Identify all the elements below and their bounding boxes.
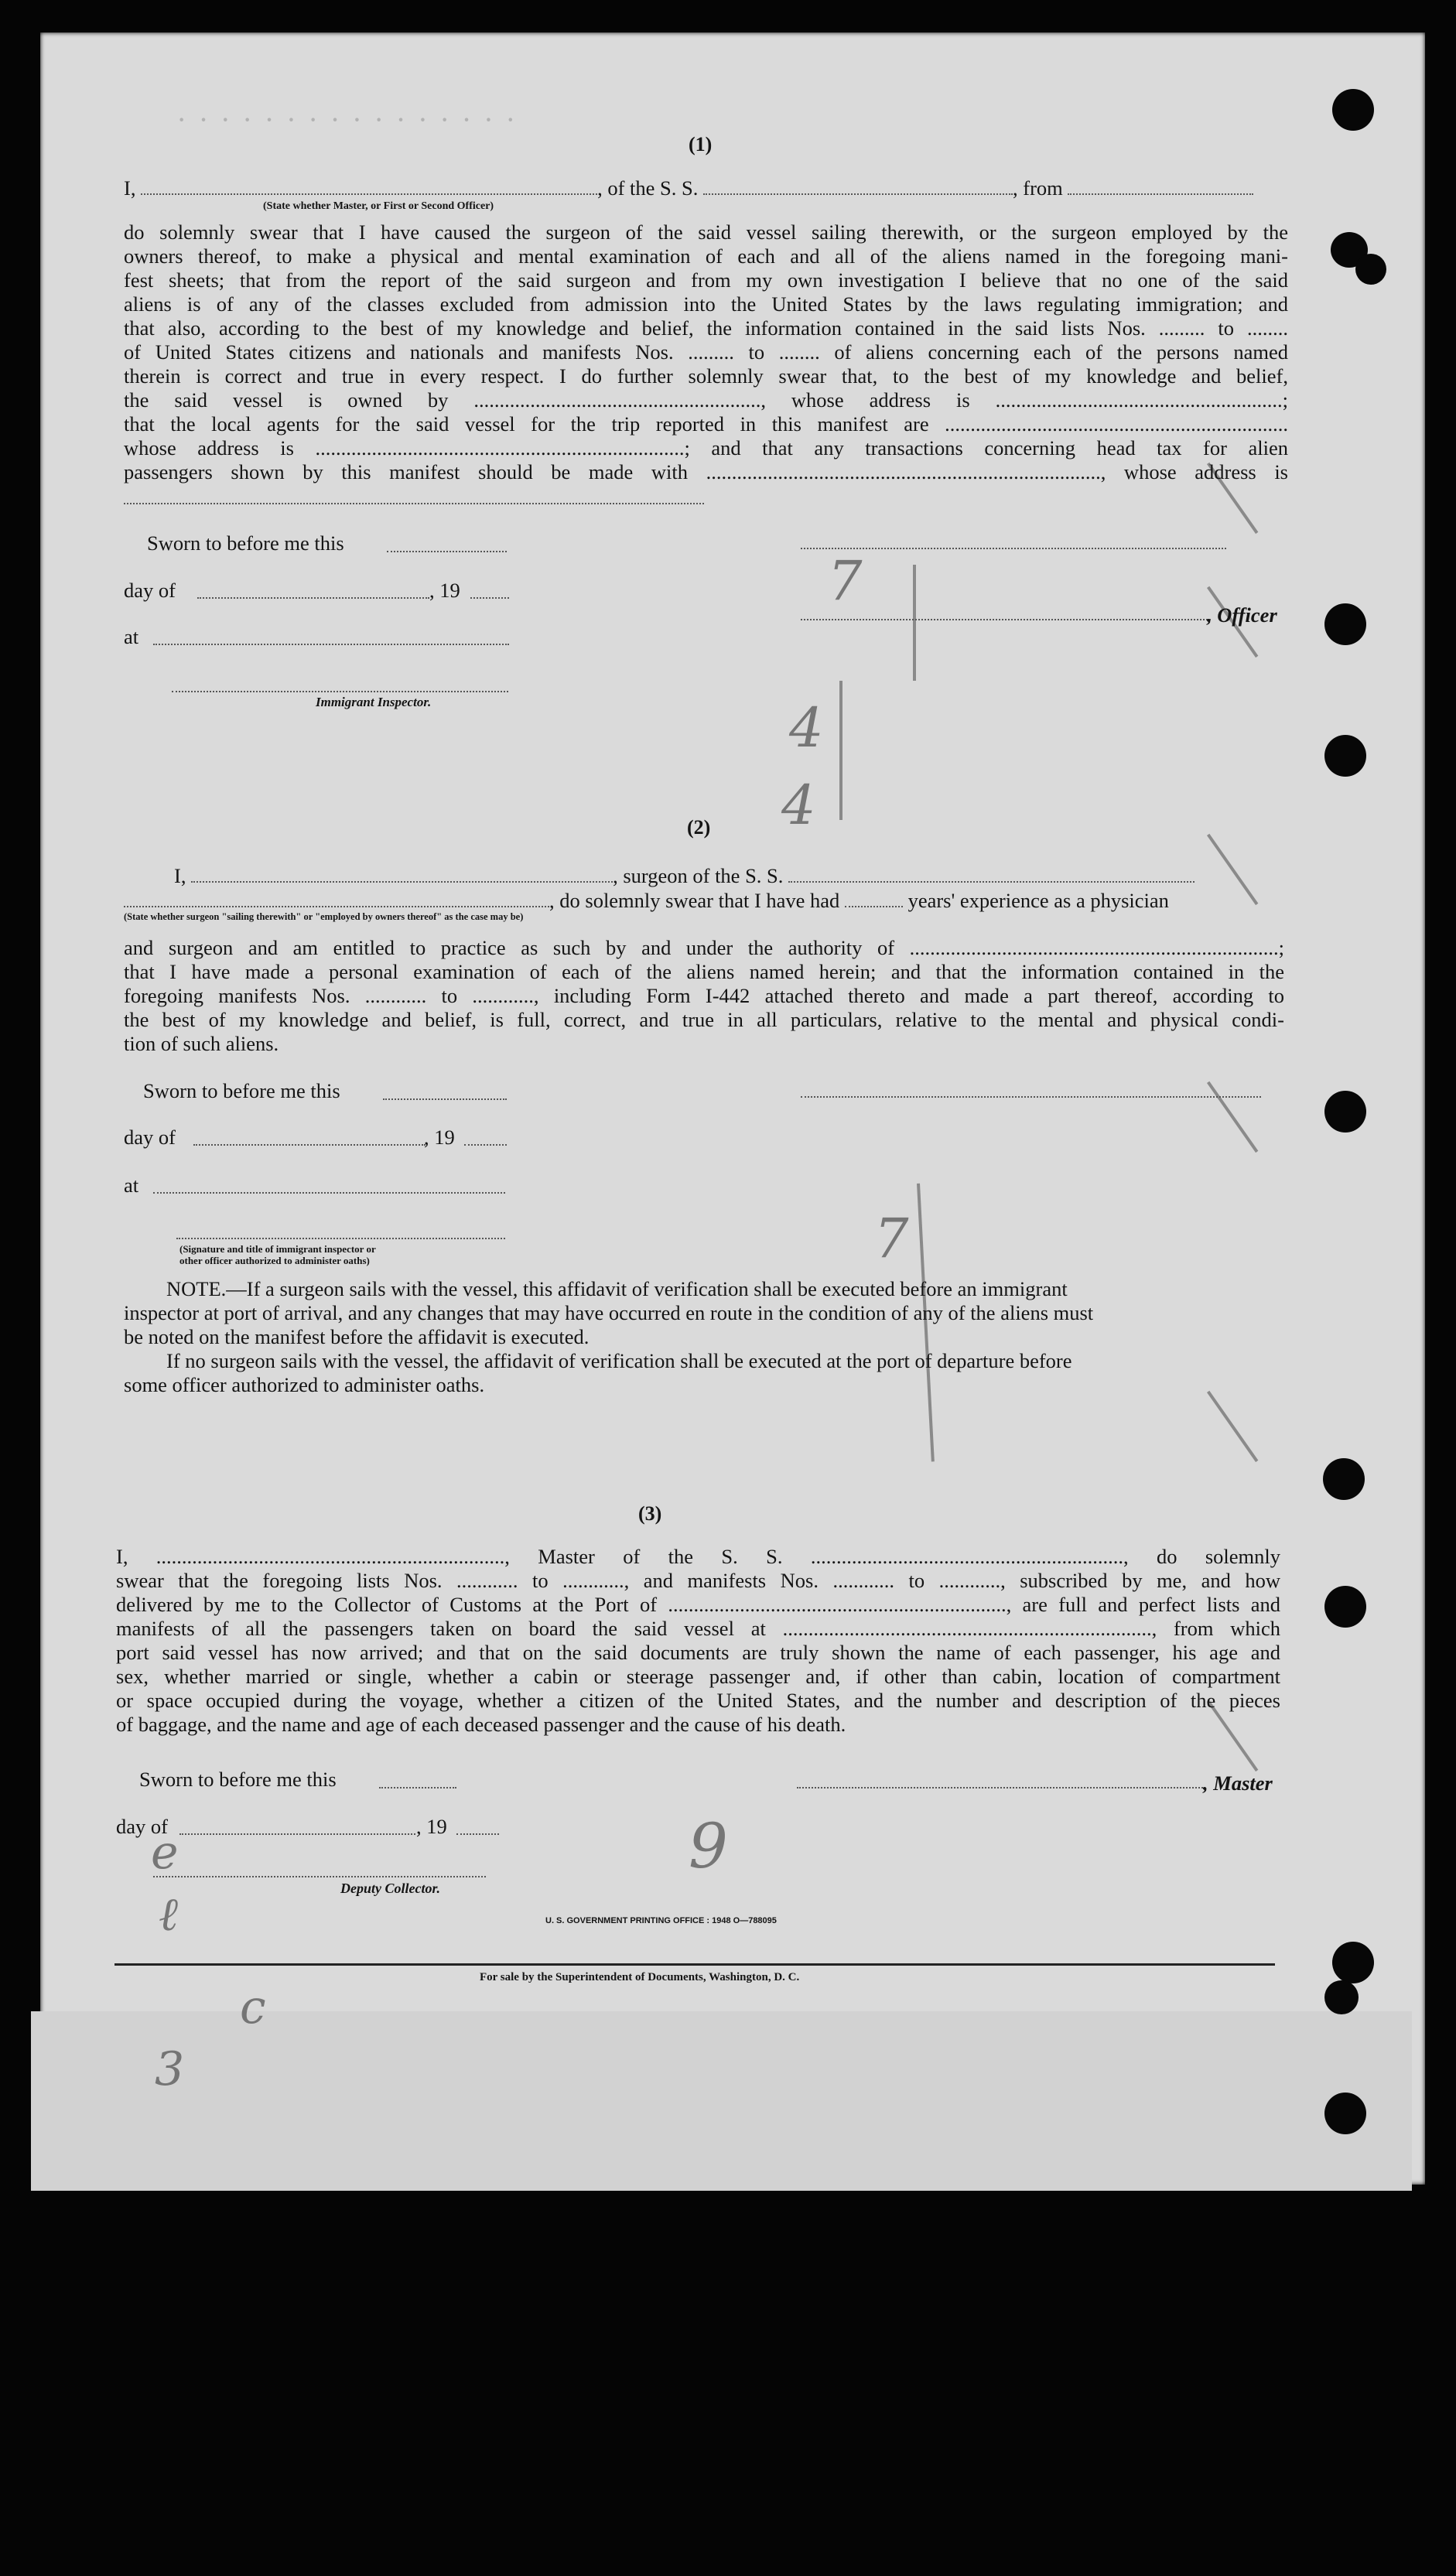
punch-hole: [1324, 1091, 1366, 1133]
year-label: , 19: [424, 1126, 455, 1149]
blank-field[interactable]: [845, 890, 903, 907]
section-number: (1): [689, 133, 713, 155]
handwritten-mark: 4: [789, 696, 824, 760]
sworn-label: Sworn to before me this: [147, 531, 344, 555]
handwritten-mark: e: [151, 1826, 179, 1880]
note-line: some officer authorized to administer oaths.: [124, 1373, 485, 1396]
for-sale-imprint: For sale by the Superintendent of Documents, Washington, D. C.: [480, 1971, 800, 1983]
day-of-label: day of: [124, 1126, 176, 1149]
body-line: tion of such aliens.: [124, 1032, 279, 1055]
blank-line[interactable]: [124, 503, 704, 504]
year-label: , 19: [416, 1815, 447, 1838]
blank-field[interactable]: [191, 866, 613, 883]
day-of-label: day of: [124, 579, 176, 602]
handwritten-mark: 7: [828, 549, 863, 613]
section1-lead: [124, 176, 1253, 200]
blank-line[interactable]: [379, 1787, 456, 1789]
body-line: fest sheets; that from the report of the said surgeon and from my own investigation I believe that no one of the said: [124, 268, 1288, 292]
signature-line[interactable]: [176, 1238, 505, 1239]
body-line: that also, according to the best of my knowledge and belief, the information contained in the said lists Nos. ......... to ........: [124, 316, 1288, 340]
at-label: at: [124, 625, 139, 648]
blank-line[interactable]: [387, 551, 507, 552]
master-label: , Master: [1203, 1771, 1273, 1795]
blank-line[interactable]: [464, 1144, 507, 1146]
blank-line[interactable]: [801, 1096, 1261, 1098]
handwritten-mark: 3: [155, 2042, 185, 2096]
officer-label: , Officer: [1207, 603, 1277, 627]
label-swear: , do solemnly swear that I have had: [549, 889, 840, 912]
blank-line[interactable]: [197, 597, 429, 599]
officer-signature-line[interactable]: [801, 619, 1211, 620]
handwritten-stroke: [913, 565, 916, 681]
punch-hole: [1324, 1980, 1359, 2014]
note-line: be noted on the manifest before the affidavit is executed.: [124, 1325, 590, 1348]
blank-field[interactable]: [124, 890, 549, 907]
body-line: delivered by me to the Collector of Customs at the Port of .................................................................., are full and perfect lists and: [116, 1593, 1280, 1616]
blank-field[interactable]: [788, 866, 1195, 883]
handwritten-mark: ℓ: [159, 1888, 178, 1942]
body-line: I, ...................................................................., Master of the S. S. ............................................................., do solemnly: [116, 1545, 1280, 1568]
body-line: port said vessel has now arrived; and that on the said documents are truly shown the name of each passenger, his age and: [116, 1641, 1280, 1664]
handwritten-mark: 7: [874, 1207, 909, 1270]
document-page-lower-edge: [31, 2011, 1412, 2191]
body-line: passengers shown by this manifest should be made with ............................................................................., whose address is: [124, 460, 1288, 483]
day-of-label: day of: [116, 1815, 168, 1838]
punch-hole: [1324, 2093, 1366, 2134]
inspector-signature-line[interactable]: [172, 691, 508, 692]
body-line: and surgeon and am entitled to practice as such by and under the authority of ........................................................................;: [124, 936, 1284, 959]
blank-line[interactable]: [153, 1192, 505, 1194]
printing-office-imprint: U. S. GOVERNMENT PRINTING OFFICE : 1948 O—788095: [545, 1916, 777, 1925]
label-I: I,: [124, 176, 136, 200]
section-number: (3): [638, 1502, 662, 1525]
label-surgeon: , surgeon of the S. S.: [613, 864, 784, 887]
blank-line[interactable]: [153, 644, 509, 645]
body-line: therein is correct and true in every respect. I do further solemnly swear that, to the best of my knowledge and belief,: [124, 364, 1288, 388]
field-caption: (State whether surgeon "sailing therewith" or "employed by owners thereof" as the case may be): [124, 911, 524, 922]
body-line: do solemnly swear that I have caused the surgeon of the said vessel sailing therewith, or the surgeon employed by the: [124, 220, 1288, 244]
punch-hole: [1332, 89, 1374, 131]
body-line: that I have made a personal examination of each of the aliens named herein; and that the information contained in the: [124, 960, 1284, 983]
handwritten-mark: c: [240, 1980, 266, 2034]
sworn-label: Sworn to before me this: [143, 1079, 340, 1102]
body-line: of United States citizens and nationals and manifests Nos. ......... to ........ of aliens concerning each of the persons named: [124, 340, 1288, 364]
label-I: I,: [174, 864, 186, 887]
section-number: (2): [687, 816, 711, 839]
master-signature-line[interactable]: [797, 1787, 1203, 1789]
body-line: foregoing manifests Nos. ............ to ............, including Form I-442 attached thereto and made a part thereof, according to: [124, 984, 1284, 1007]
bleed-through-text: · · · · · · · · · · · · · · · ·: [178, 108, 519, 132]
blank-line[interactable]: [801, 548, 1226, 549]
blank-field[interactable]: [1068, 178, 1253, 195]
body-line: or space occupied during the voyage, whether a citizen of the United States, and the number and description of the pieces: [116, 1689, 1280, 1712]
body-line: manifests of all the passengers taken on board the said vessel at ........................................................................, from which: [116, 1617, 1280, 1640]
blank-field[interactable]: [703, 178, 1013, 195]
blank-line[interactable]: [193, 1144, 426, 1146]
label-from: , from: [1013, 176, 1063, 200]
body-line: that the local agents for the said vessel for the trip reported in this manifest are ...................................................................: [124, 412, 1288, 436]
blank-line[interactable]: [470, 597, 509, 599]
punch-hole: [1324, 735, 1366, 777]
label-years: years' experience as a physician: [907, 889, 1169, 912]
sworn-label: Sworn to before me this: [139, 1768, 337, 1791]
section2-lead-2: [124, 889, 1169, 913]
at-label: at: [124, 1174, 139, 1197]
blank-field[interactable]: [141, 178, 597, 195]
body-line: the best of my knowledge and belief, is full, correct, and true in all particulars, relative to the mental and physical condi-: [124, 1008, 1284, 1031]
body-line: owners thereof, to make a physical and mental examination of each and all of the aliens named in the foregoing mani-: [124, 244, 1288, 268]
year-label: , 19: [429, 579, 460, 602]
signature-caption: (Signature and title of immigrant inspector or: [179, 1243, 376, 1255]
punch-hole: [1355, 254, 1386, 285]
handwritten-mark: 9: [689, 1810, 728, 1882]
section2-lead: [174, 864, 1195, 888]
inspector-label: Immigrant Inspector.: [316, 695, 432, 709]
body-line: the said vessel is owned by ........................................................, whose address is ........................................................;: [124, 388, 1288, 412]
body-line: of baggage, and the name and age of each deceased passenger and the cause of his death.: [116, 1713, 846, 1736]
body-line: whose address is ........................................................................; and that any transactions concerning head tax for alien: [124, 436, 1288, 460]
note-text: —If a surgeon sails with the vessel, this affidavit of verification shall be executed before an immigrant: [226, 1277, 1068, 1300]
note-line: [166, 1277, 1068, 1301]
handwritten-mark: 4: [781, 774, 816, 837]
blank-line[interactable]: [456, 1833, 499, 1835]
note-lead: NOTE.: [166, 1277, 227, 1300]
deputy-signature-line[interactable]: [153, 1876, 486, 1877]
blank-line[interactable]: [179, 1833, 415, 1835]
label-ship: , of the S. S.: [597, 176, 699, 200]
field-caption: (State whether Master, or First or Second Officer): [263, 200, 494, 212]
punch-hole: [1324, 603, 1366, 645]
punch-hole: [1324, 1586, 1366, 1628]
note-line: If no surgeon sails with the vessel, the affidavit of verification shall be executed at the port of departure before: [166, 1349, 1072, 1372]
punch-hole: [1323, 1458, 1365, 1500]
body-line: swear that the foregoing lists Nos. ............ to ............, and manifests Nos. ............ to ............, subscribed by me, and how: [116, 1569, 1280, 1592]
footer-rule: [114, 1963, 1275, 1966]
blank-line[interactable]: [383, 1098, 507, 1100]
note-line: inspector at port of arrival, and any changes that may have occurred en route in the condition of any of the aliens must: [124, 1301, 1094, 1324]
punch-hole: [1332, 1942, 1374, 1983]
body-line: sex, whether married or single, whether a cabin or steerage passenger and, if other than cabin, location of compartment: [116, 1665, 1280, 1688]
deputy-label: Deputy Collector.: [340, 1881, 440, 1896]
signature-caption: other officer authorized to administer oaths): [179, 1255, 370, 1266]
handwritten-stroke: [839, 681, 842, 820]
body-line: aliens is of any of the classes excluded from admission into the United States by the laws regulating immigration; and: [124, 292, 1288, 316]
